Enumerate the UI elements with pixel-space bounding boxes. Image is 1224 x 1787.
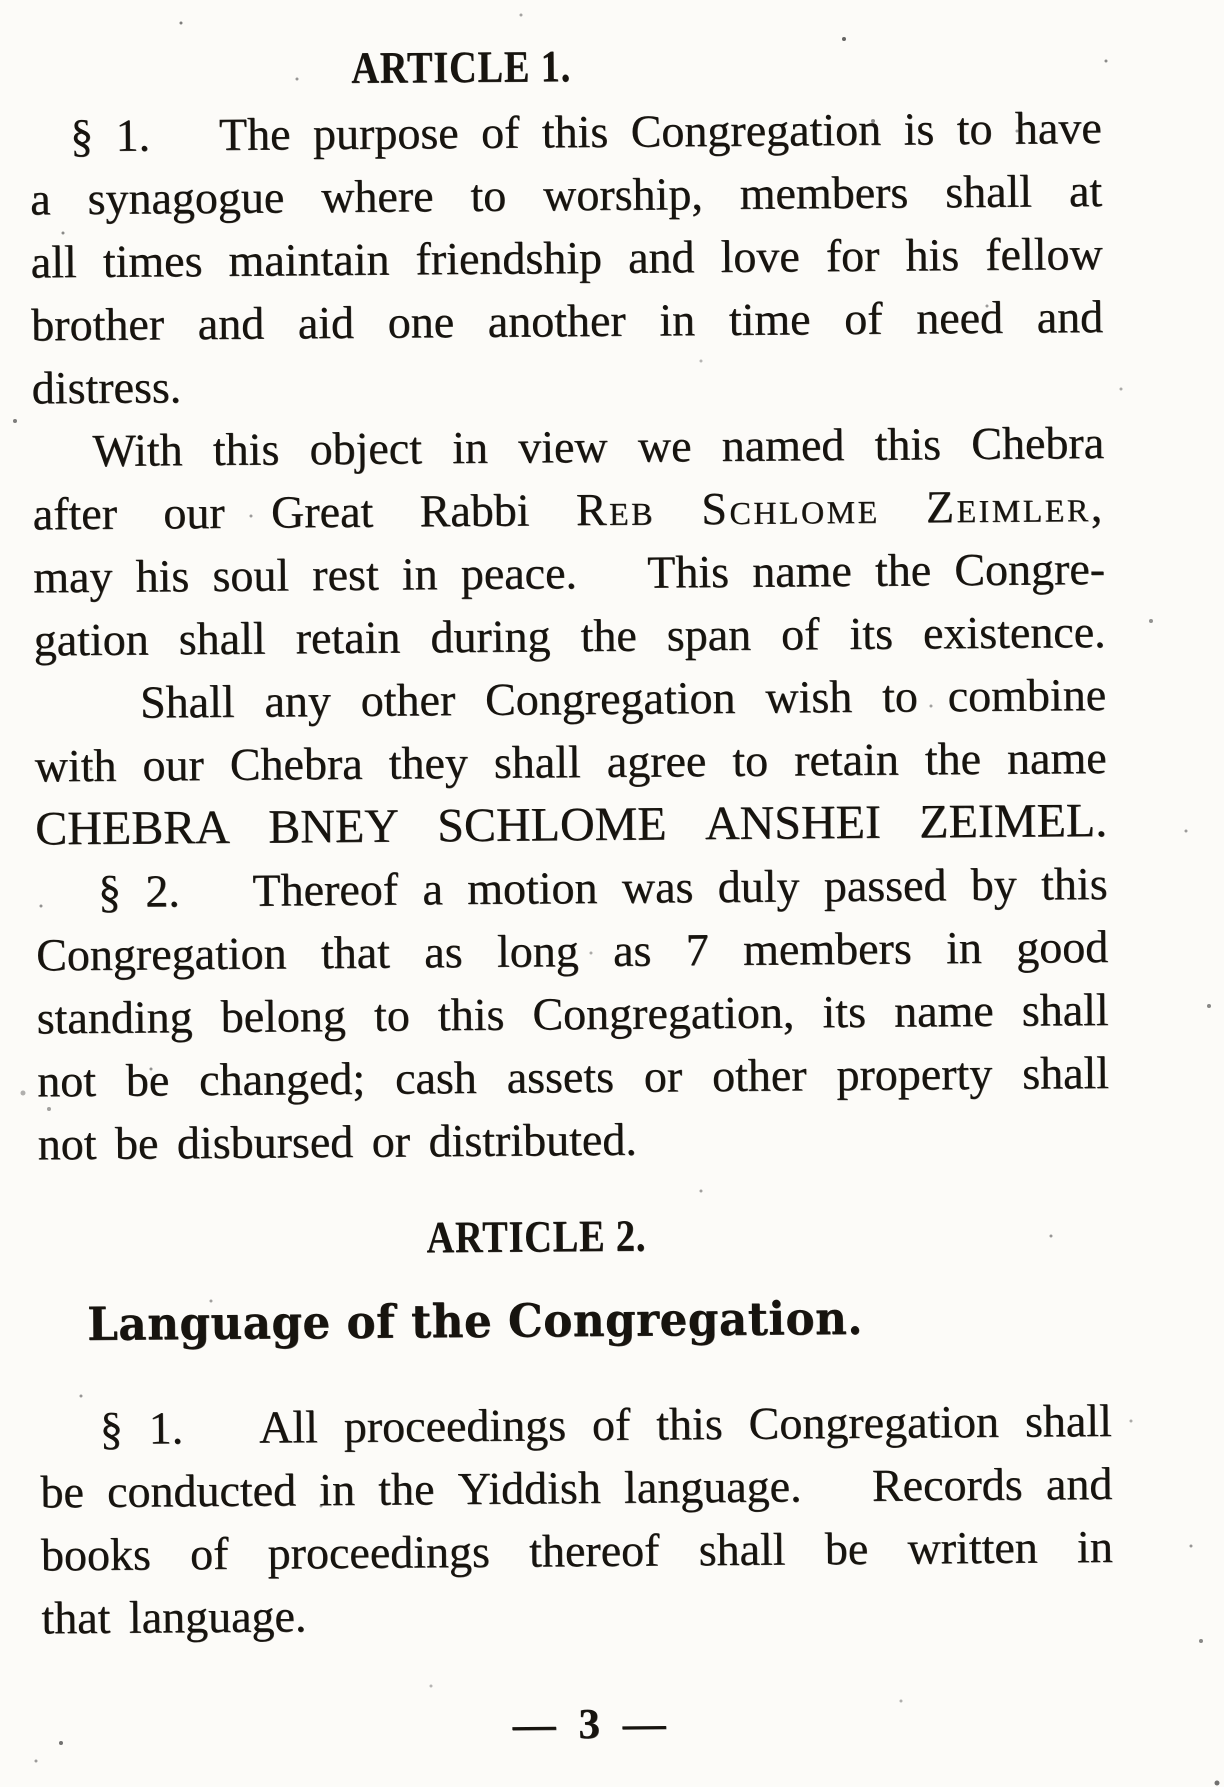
article-2-heading: ARTICLE 2.: [426, 1210, 647, 1263]
article-2-subheading: Language of the Congregation.: [86, 1290, 864, 1352]
text-line: CHEBRA BNEY SCHLOME ANSHEI ZEIMEL.: [34, 793, 1108, 856]
paragraph: [29, 96, 1103, 419]
text-line: that language.: [41, 1590, 307, 1644]
text-line: all times maintain friendship and love for his fellow: [30, 228, 1103, 288]
text-line: Shall any other Congregation wish to combine: [139, 668, 1107, 728]
text-line: not be disbursed or distributed.: [37, 1113, 637, 1170]
page-number: — 3 —: [512, 1700, 672, 1749]
text-line: brother and aid one another in time of need and: [30, 290, 1104, 351]
text-line: gation shall retain during the span of its existence.: [33, 605, 1106, 666]
text-line: with our Chebra they shall agree to retain the name: [34, 731, 1107, 792]
text-line: books of proceedings thereof shall be written in: [40, 1520, 1113, 1581]
paragraph: [32, 411, 1106, 671]
text-line: Congregation that as long as 7 members in good: [35, 920, 1109, 981]
text-line: § 2. Thereof a motion was duly passed by this: [97, 857, 1108, 917]
text-line: may his soul rest in peace. This name the Congre-: [32, 542, 1106, 603]
text-line: standing belong to this Congregation, its name shall: [36, 983, 1109, 1044]
text-line: a synagogue where to worship, members shall at: [29, 165, 1103, 225]
text-line: not be changed; cash assets or other property shall: [36, 1046, 1110, 1107]
text-line: distress.: [31, 361, 182, 414]
article-1-body: [29, 96, 1109, 1175]
paragraph: [35, 852, 1109, 1175]
paragraph: [40, 1389, 1114, 1649]
page-content: [29, 34, 1114, 1753]
text-line: after our Great Rabbi Reb Schlome Zeimler,: [32, 479, 1105, 540]
paragraph: [34, 663, 1107, 860]
text-line: § 1. All proceedings of this Congregation shall: [99, 1394, 1112, 1454]
article-2-body: [40, 1389, 1114, 1649]
text-line: be conducted in the Yiddish language. Records and: [40, 1457, 1113, 1518]
text-line: With this object in view we named this Chebra: [92, 416, 1105, 476]
scan-noise: [0, 0, 1, 1]
text-line: § 1. The purpose of this Congregation is to have: [69, 102, 1102, 162]
article-1-heading: ARTICLE 1.: [351, 41, 572, 93]
